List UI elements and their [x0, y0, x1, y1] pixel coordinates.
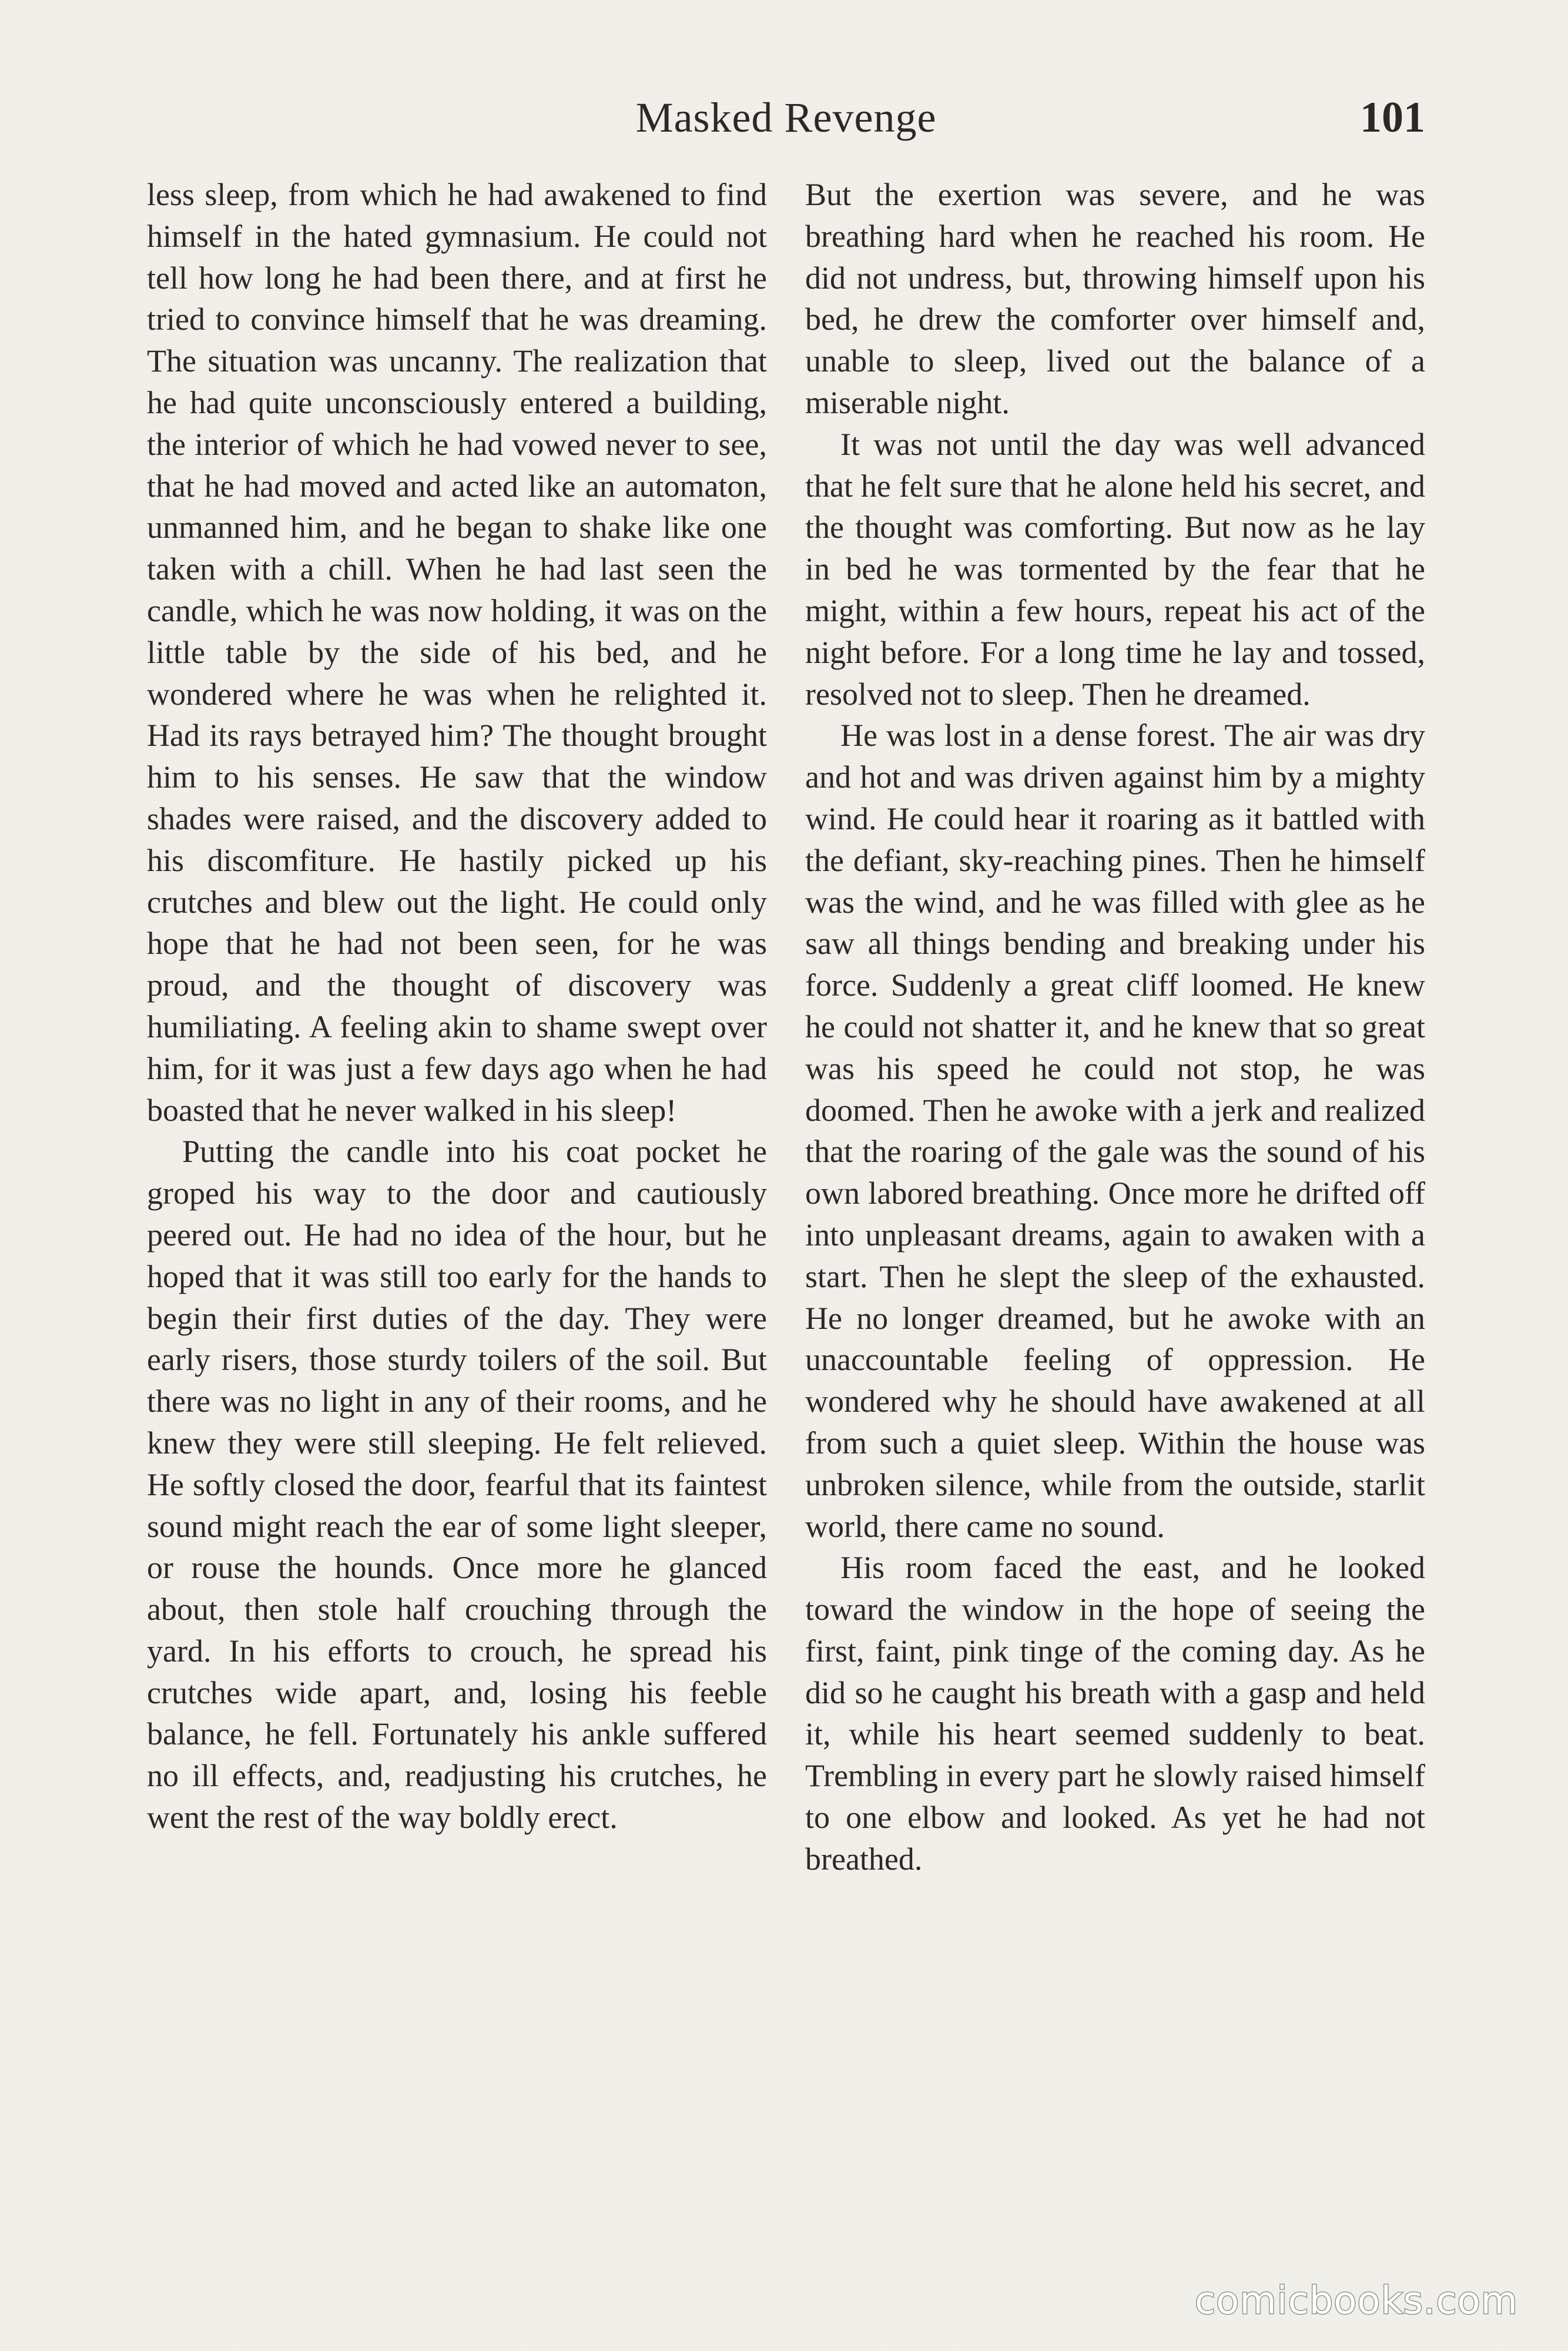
watermark: comicbooks.com	[1194, 2279, 1518, 2323]
text-column-left	[147, 174, 767, 1838]
paragraph: He was lost in a dense forest. The air was dry and hot and was driven against him by a mighty wind. He could hear it roaring as it battled with the defiant, sky-reaching pines. Then he himself was the wind, and he was filled with glee as he saw all things bending and breaking under his force. Suddenly a great cliff loomed. He knew he could not shatter it, and he knew that so great was his speed he could not stop, he was doomed. Then he awoke with a jerk and realized that the roaring of the gale was the sound of his own labored breathing. Once more he drifted off into unpleasant dreams, again to awaken with a start. Then he slept the sleep of the exhausted. He no longer dreamed, but he awoke with an unaccountable feeling of oppression. He wondered why he should have awakened at all from such a quiet sleep. Within the house was unbroken silence, while from the outside, starlit world, there came no sound.	[805, 718, 1425, 1544]
running-head	[147, 88, 1425, 153]
text-column-right	[805, 174, 1425, 1880]
paragraph: Putting the candle into his coat pocket he groped his way to the door and cautiously peered out. He had no idea of the hour, but he hoped that it was still too early for the hands to begin their first duties of the day. They were early risers, those sturdy toilers of the soil. But there was no light in any of their rooms, and he knew they were still sleeping. He felt relieved. He softly closed the door, fearful that its faintest sound might reach the ear of some light sleeper, or rouse the hounds. Once more he glanced about, then stole half crouching through the yard. In his efforts to crouch, he spread his crutches wide apart, and, losing his feeble balance, he fell. Fortunately his ankle suffered no ill effects, and, readjusting his crutches, he went the rest of the way boldly erect.	[147, 1134, 767, 1836]
paragraph: less sleep, from which he had awakened to find himself in the hated gymnasium. He could not tell how long he had been there, and at first he tried to convince himself that he was dreaming. The situation was uncanny. The realization that he had quite unconsciously entered a building, the interior of which he had vowed never to see, that he had moved and acted like an automaton, unmanned him, and he began to shake like one taken with a chill. When he had last seen the candle, which he was now holding, it was on the little table by the side of his bed, and he wondered where he was when he relighted it. Had its rays betrayed him? The thought brought him to his senses. He saw that the window shades were raised, and the discovery added to his discomfiture. He hastily picked up his crutches and blew out the light. He could only hope that he had not been seen, for he was proud, and the thought of discovery was humiliating. A feeling akin to shame swept over him, for it was just a few days ago when he had boasted that he never walked in his sleep!	[147, 177, 767, 1128]
page-number: 101	[1360, 93, 1425, 142]
paragraph: It was not until the day was well advanced that he felt sure that he alone held his secret, and the thought was comforting. But now as he lay in bed he was tormented by the fear that he might, within a few hours, repeat his act of the night before. For a long time he lay and tossed, resolved not to sleep. Then he dreamed.	[805, 426, 1425, 712]
paragraph: His room faced the east, and he looked toward the window in the hope of seeing the first, faint, pink tinge of the coming day. As he did so he caught his breath with a gasp and held it, while his heart seemed suddenly to beat. Trembling in every part he slowly raised himself to one elbow and looked. As yet he had not breathed.	[805, 1550, 1425, 1877]
running-title: Masked Revenge	[635, 94, 937, 141]
paragraph: But the exertion was severe, and he was breathing hard when he reached his room. He did not undress, but, throwing himself upon his bed, he drew the comforter over himself and, unable to sleep, lived out the balance of a miserable night.	[805, 177, 1425, 420]
